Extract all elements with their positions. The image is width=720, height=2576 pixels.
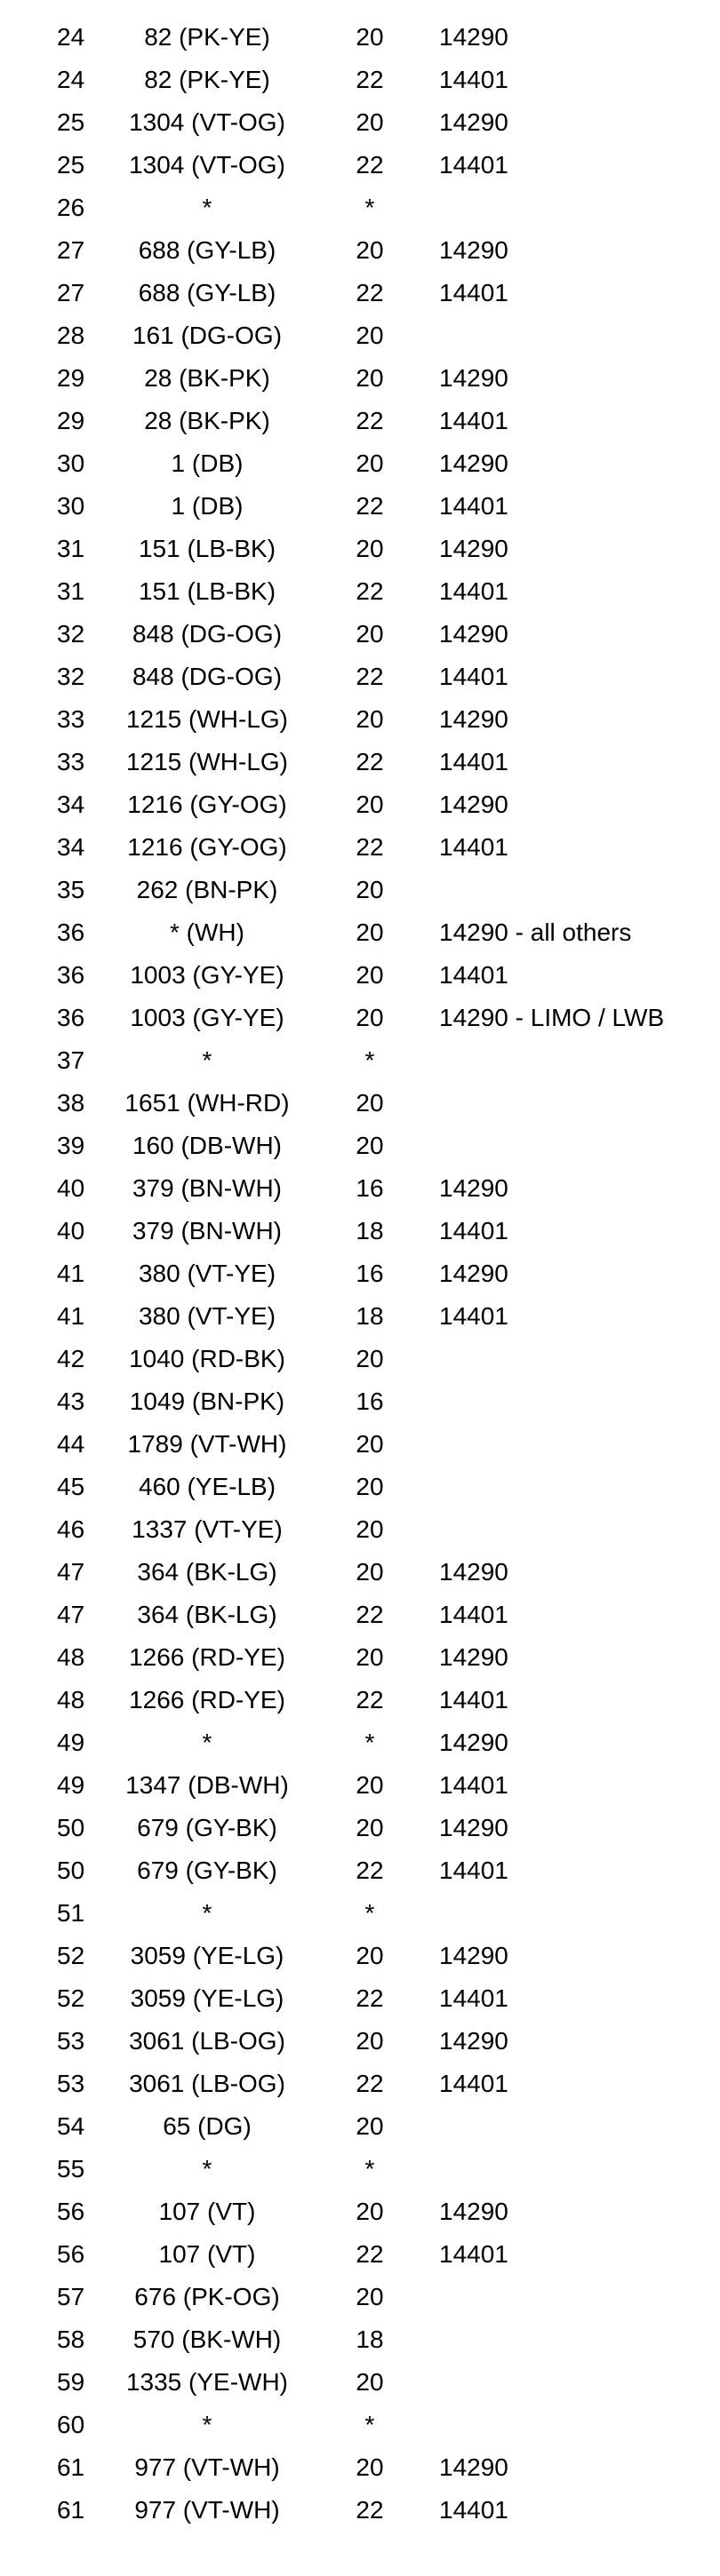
wire-gauge-cell: 20 [356,535,384,562]
pin-number-cell: 27 [57,279,85,306]
pin-number-cell: 41 [57,1260,85,1287]
part-number-cell: 14290 [439,1942,508,1969]
table-row [0,826,720,869]
part-number-cell: 14290 [439,1729,508,1756]
wire-circuit-cell: 1651 (WH-RD) [124,1089,290,1117]
part-number-cell: 14401 [439,1302,508,1330]
table-row [0,1892,720,1935]
wire-circuit-cell: 1266 (RD-YE) [129,1686,285,1713]
wire-gauge-cell: 20 [356,1345,384,1372]
part-number-cell: 14290 - all others [439,918,632,946]
wire-gauge-cell: 22 [356,1984,384,2012]
wire-circuit-cell: 379 (BN-WH) [132,1217,282,1244]
wire-gauge-cell: 20 [356,1515,384,1543]
table-row [0,528,720,570]
wire-circuit-cell: 1 (DB) [171,449,244,477]
part-number-cell: 14401 [439,833,508,861]
part-number-cell: 14290 [439,1260,508,1287]
wire-circuit-cell: 3061 (LB-OG) [129,2027,285,2055]
wire-gauge-cell: 20 [356,2283,384,2310]
part-number-cell: 14401 [439,492,508,520]
wire-circuit-cell: 160 (DB-WH) [132,1132,282,1159]
table-row [0,1807,720,1849]
pin-number-cell: 49 [57,1771,85,1799]
part-number-cell: 14290 [439,791,508,818]
part-number-cell: 14401 [439,577,508,605]
wire-circuit-cell: 151 (LB-BK) [138,577,276,605]
table-row [0,1977,720,2020]
wire-circuit-cell: * [202,2411,212,2438]
part-number-cell: 14290 - LIMO / LWB [439,1004,665,1031]
pin-number-cell: 29 [57,407,85,434]
table-row [0,1423,720,1466]
pin-number-cell: 26 [57,194,85,221]
table-row [0,1082,720,1125]
wire-gauge-cell: * [364,1046,375,1074]
pin-number-cell: 52 [57,1942,85,1969]
wire-gauge-cell: * [364,1729,375,1756]
pin-number-cell: 38 [57,1089,85,1117]
pin-number-cell: 56 [57,2240,85,2268]
wire-gauge-cell: 20 [356,449,384,477]
wire-circuit-cell: 1003 (GY-YE) [130,961,284,989]
part-number-cell: 14290 [439,1558,508,1586]
wire-gauge-cell: 20 [356,620,384,648]
table-row [0,1252,720,1295]
table-row [0,869,720,911]
wire-circuit-cell: 380 (VT-YE) [138,1302,276,1330]
wire-circuit-cell: 3059 (YE-LG) [130,1942,284,1969]
wire-circuit-cell: * [202,2155,212,2182]
table-row [0,314,720,357]
pin-number-cell: 52 [57,1984,85,2012]
pin-number-cell: 43 [57,1387,85,1415]
wire-circuit-cell: 1215 (WH-LG) [125,748,289,775]
pin-number-cell: 31 [57,535,85,562]
table-row [0,2446,720,2489]
pin-number-cell: 34 [57,833,85,861]
part-number-cell: 14290 [439,620,508,648]
part-number-cell: 14401 [439,2496,508,2524]
part-number-cell: 14401 [439,2070,508,2097]
table-row [0,1721,720,1764]
wire-circuit-cell: 28 (BK-PK) [144,407,270,434]
wire-circuit-cell: 65 (DG) [163,2112,252,2140]
pin-number-cell: 58 [57,2326,85,2353]
part-number-cell: 14290 [439,236,508,264]
pin-number-cell: 30 [57,492,85,520]
part-number-cell: 14290 [439,449,508,477]
pin-number-cell: 54 [57,2112,85,2140]
wire-circuit-cell: 1 (DB) [171,492,244,520]
pin-number-cell: 37 [57,1046,85,1074]
pin-number-cell: 50 [57,1814,85,1841]
wire-circuit-cell: 848 (DG-OG) [132,620,283,648]
wire-circuit-cell: 1215 (WH-LG) [125,705,289,733]
table-row [0,1210,720,1252]
table-row [0,1508,720,1551]
pin-number-cell: 39 [57,1132,85,1159]
wire-circuit-cell: 161 (DG-OG) [132,322,283,349]
part-number-cell: 14401 [439,407,508,434]
wire-circuit-cell: 1040 (RD-BK) [129,1345,285,1372]
table-row [0,2318,720,2361]
wire-gauge-cell: 22 [356,1601,384,1628]
wire-circuit-cell: 977 (VT-WH) [134,2496,280,2524]
wire-circuit-cell: 107 (VT) [158,2240,256,2268]
part-number-cell: 14290 [439,1643,508,1671]
pin-number-cell: 48 [57,1643,85,1671]
table-row [0,2020,720,2063]
part-number-cell: 14401 [439,1686,508,1713]
wire-gauge-cell: * [364,2411,375,2438]
part-number-cell: 14290 [439,535,508,562]
wire-circuit-cell: 364 (BK-LG) [137,1601,277,1628]
pin-number-cell: 46 [57,1515,85,1543]
wire-gauge-cell: 22 [356,748,384,775]
pin-number-cell: 61 [57,2453,85,2481]
wire-circuit-cell: * [202,1046,212,1074]
wire-circuit-cell: 570 (BK-WH) [132,2326,282,2353]
wire-gauge-cell: 22 [356,1686,384,1713]
table-row [0,16,720,59]
pin-number-cell: 33 [57,705,85,733]
pin-number-cell: 48 [57,1686,85,1713]
pin-number-cell: 56 [57,2198,85,2225]
table-row [0,2233,720,2276]
wire-gauge-cell: 22 [356,2240,384,2268]
table-row [0,144,720,187]
table-row [0,954,720,997]
table-row [0,2404,720,2446]
wire-gauge-cell: 22 [356,151,384,179]
wire-circuit-cell: 1304 (VT-OG) [129,151,285,179]
wire-circuit-cell: 1216 (GY-OG) [127,833,287,861]
table-row [0,570,720,613]
pin-number-cell: 40 [57,1217,85,1244]
part-number-cell: 14401 [439,961,508,989]
part-number-cell: 14401 [439,1984,508,2012]
wire-gauge-cell: 20 [356,1089,384,1117]
pin-number-cell: 44 [57,1430,85,1458]
wire-gauge-cell: 20 [356,1643,384,1671]
pin-number-cell: 34 [57,791,85,818]
pin-number-cell: 25 [57,151,85,179]
table-row [0,613,720,656]
wire-gauge-cell: 22 [356,2496,384,2524]
table-row [0,1125,720,1167]
wire-gauge-cell: 18 [356,2326,384,2353]
wire-circuit-cell: 380 (VT-YE) [138,1260,276,1287]
wire-gauge-cell: 20 [356,2027,384,2055]
wire-gauge-cell: 20 [356,1814,384,1841]
wire-circuit-cell: 82 (PK-YE) [144,66,270,93]
wire-gauge-cell: 20 [356,1942,384,1969]
wire-gauge-cell: 22 [356,279,384,306]
pin-number-cell: 32 [57,620,85,648]
wire-gauge-cell: * [364,2155,375,2182]
pin-number-cell: 55 [57,2155,85,2182]
table-row [0,485,720,528]
pin-number-cell: 47 [57,1558,85,1586]
wire-circuit-cell: 3059 (YE-LG) [130,1984,284,2012]
wire-gauge-cell: 20 [356,2112,384,2140]
table-row [0,911,720,954]
table-row [0,741,720,783]
table-row [0,656,720,698]
wire-circuit-cell: 3061 (LB-OG) [129,2070,285,2097]
wire-gauge-cell: 22 [356,2070,384,2097]
table-row [0,2190,720,2233]
part-number-cell: 14290 [439,23,508,51]
wire-circuit-cell: * [202,1899,212,1927]
pin-number-cell: 27 [57,236,85,264]
part-number-cell: 14401 [439,279,508,306]
wire-gauge-cell: 18 [356,1302,384,1330]
wire-circuit-cell: 977 (VT-WH) [134,2453,280,2481]
wire-circuit-cell: * [202,194,212,221]
pin-number-cell: 36 [57,961,85,989]
table-row [0,229,720,272]
table-row [0,272,720,314]
pin-number-cell: 59 [57,2368,85,2396]
wire-circuit-cell: * (WH) [170,918,244,946]
part-number-cell: 14290 [439,1174,508,1202]
wire-circuit-cell: 848 (DG-OG) [132,663,283,690]
table-row [0,2063,720,2105]
pin-number-cell: 57 [57,2283,85,2310]
pin-number-cell: 31 [57,577,85,605]
table-row [0,2276,720,2318]
wire-gauge-cell: 20 [356,2368,384,2396]
pin-number-cell: 29 [57,364,85,392]
connector-pin-table [0,16,720,2532]
wire-gauge-cell: * [364,1899,375,1927]
pin-number-cell: 32 [57,663,85,690]
part-number-cell: 14290 [439,2198,508,2225]
wire-gauge-cell: 22 [356,663,384,690]
wire-gauge-cell: 20 [356,876,384,903]
pin-number-cell: 61 [57,2496,85,2524]
wire-gauge-cell: 20 [356,2453,384,2481]
wire-gauge-cell: 22 [356,1856,384,1884]
part-number-cell: 14290 [439,108,508,136]
wire-circuit-cell: * [202,1729,212,1756]
wire-gauge-cell: 22 [356,66,384,93]
wire-circuit-cell: 1216 (GY-OG) [127,791,287,818]
part-number-cell: 14290 [439,364,508,392]
table-row [0,2361,720,2404]
pin-number-cell: 41 [57,1302,85,1330]
table-row [0,1636,720,1679]
table-row [0,1849,720,1892]
table-row [0,1338,720,1380]
table-row [0,187,720,229]
pin-number-cell: 53 [57,2070,85,2097]
pin-number-cell: 51 [57,1899,85,1927]
wire-circuit-cell: 28 (BK-PK) [144,364,270,392]
wire-gauge-cell: 20 [356,364,384,392]
table-row [0,1167,720,1210]
wire-gauge-cell: 22 [356,833,384,861]
wire-gauge-cell: 20 [356,23,384,51]
part-number-cell: 14290 [439,1814,508,1841]
wire-circuit-cell: 262 (BN-PK) [136,876,278,903]
table-row [0,1466,720,1508]
table-row [0,1551,720,1594]
part-number-cell: 14401 [439,663,508,690]
table-row [0,1039,720,1082]
part-number-cell: 14290 [439,2027,508,2055]
table-row [0,1295,720,1338]
table-row [0,1679,720,1721]
table-row [0,698,720,741]
pin-number-cell: 45 [57,1473,85,1500]
pin-number-cell: 50 [57,1856,85,1884]
table-row [0,1764,720,1807]
wire-gauge-cell: 20 [356,236,384,264]
wire-gauge-cell: 20 [356,1473,384,1500]
wire-gauge-cell: 20 [356,918,384,946]
pin-number-cell: 36 [57,918,85,946]
part-number-cell: 14401 [439,151,508,179]
wire-circuit-cell: 1337 (VT-YE) [132,1515,283,1543]
table-row [0,997,720,1039]
wire-circuit-cell: 364 (BK-LG) [137,1558,277,1586]
pin-number-cell: 47 [57,1601,85,1628]
part-number-cell: 14401 [439,1771,508,1799]
wire-circuit-cell: 688 (GY-LB) [138,279,276,306]
wire-gauge-cell: 20 [356,1132,384,1159]
pin-number-cell: 36 [57,1004,85,1031]
pin-number-cell: 49 [57,1729,85,1756]
wire-circuit-cell: 379 (BN-WH) [132,1174,282,1202]
table-row [0,2148,720,2190]
pin-number-cell: 24 [57,66,85,93]
table-row [0,783,720,826]
table-row [0,442,720,485]
wire-circuit-cell: 1347 (DB-WH) [125,1771,289,1799]
wire-circuit-cell: 1049 (BN-PK) [129,1387,285,1415]
table-row [0,1935,720,1977]
part-number-cell: 14401 [439,66,508,93]
table-row [0,59,720,101]
part-number-cell: 14401 [439,1856,508,1884]
wire-gauge-cell: 18 [356,1217,384,1244]
wire-circuit-cell: 82 (PK-YE) [144,23,270,51]
wire-gauge-cell: 20 [356,1771,384,1799]
pin-number-cell: 28 [57,322,85,349]
wire-gauge-cell: 22 [356,407,384,434]
table-row [0,400,720,442]
pin-number-cell: 25 [57,108,85,136]
wire-gauge-cell: 20 [356,961,384,989]
wire-gauge-cell: 20 [356,791,384,818]
wire-gauge-cell: 20 [356,2198,384,2225]
wire-gauge-cell: 20 [356,1004,384,1031]
wire-circuit-cell: 1335 (YE-WH) [125,2368,289,2396]
wire-circuit-cell: 1266 (RD-YE) [129,1643,285,1671]
part-number-cell: 14290 [439,705,508,733]
wire-gauge-cell: 22 [356,577,384,605]
table-row [0,2489,720,2532]
table-row [0,357,720,400]
wire-circuit-cell: 151 (LB-BK) [138,535,276,562]
pin-number-cell: 33 [57,748,85,775]
wire-circuit-cell: 107 (VT) [158,2198,256,2225]
wire-circuit-cell: 1789 (VT-WH) [127,1430,287,1458]
wire-gauge-cell: 16 [356,1387,384,1415]
pin-number-cell: 35 [57,876,85,903]
wire-circuit-cell: 1304 (VT-OG) [129,108,285,136]
wire-gauge-cell: * [364,194,375,221]
table-row [0,101,720,144]
wire-circuit-cell: 688 (GY-LB) [138,236,276,264]
pin-number-cell: 60 [57,2411,85,2438]
pin-number-cell: 42 [57,1345,85,1372]
wire-gauge-cell: 22 [356,492,384,520]
wire-gauge-cell: 20 [356,705,384,733]
table-row [0,1594,720,1636]
pin-number-cell: 40 [57,1174,85,1202]
pin-number-cell: 30 [57,449,85,477]
part-number-cell: 14401 [439,1217,508,1244]
wire-circuit-cell: 460 (YE-LB) [138,1473,276,1500]
wire-circuit-cell: 679 (GY-BK) [137,1856,277,1884]
wire-circuit-cell: 676 (PK-OG) [134,2283,280,2310]
wire-circuit-cell: 1003 (GY-YE) [130,1004,284,1031]
wire-gauge-cell: 20 [356,108,384,136]
wire-gauge-cell: 20 [356,322,384,349]
part-number-cell: 14401 [439,1601,508,1628]
part-number-cell: 14401 [439,2240,508,2268]
wire-gauge-cell: 16 [356,1260,384,1287]
part-number-cell: 14401 [439,748,508,775]
pin-number-cell: 53 [57,2027,85,2055]
wire-gauge-cell: 16 [356,1174,384,1202]
wire-gauge-cell: 20 [356,1430,384,1458]
pin-number-cell: 24 [57,23,85,51]
part-number-cell: 14290 [439,2453,508,2481]
table-row [0,1380,720,1423]
wire-circuit-cell: 679 (GY-BK) [137,1814,277,1841]
wire-gauge-cell: 20 [356,1558,384,1586]
table-row [0,2105,720,2148]
